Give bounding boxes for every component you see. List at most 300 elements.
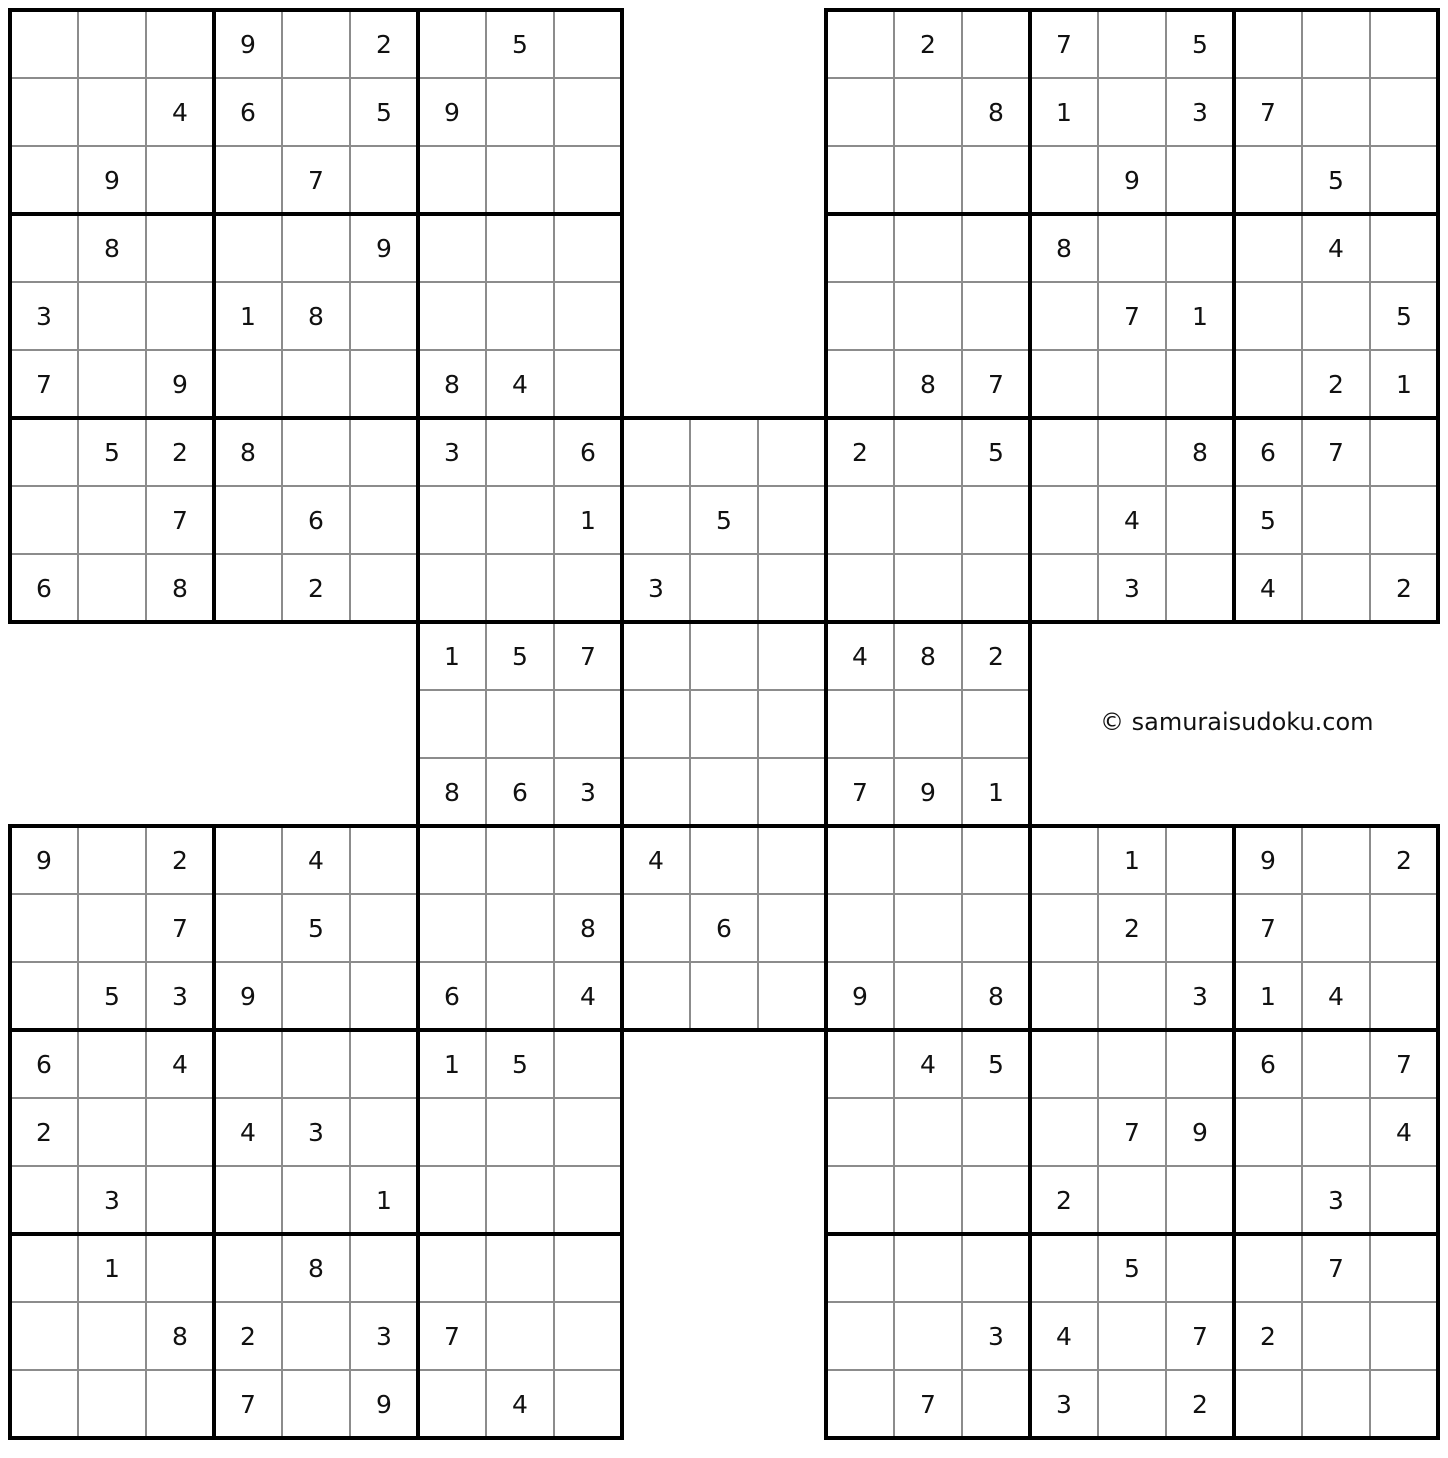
- empty-cell[interactable]: [1166, 1166, 1234, 1234]
- empty-cell[interactable]: [894, 894, 962, 962]
- empty-cell[interactable]: [10, 962, 78, 1030]
- given-digit-cell: 9: [444, 97, 460, 127]
- empty-cell[interactable]: [146, 1234, 214, 1302]
- empty-cell[interactable]: [554, 1302, 622, 1370]
- empty-cell[interactable]: [418, 214, 486, 282]
- empty-cell[interactable]: [1030, 486, 1098, 554]
- empty-cell[interactable]: [486, 690, 554, 758]
- empty-cell[interactable]: [1234, 146, 1302, 214]
- empty-cell[interactable]: [826, 1098, 894, 1166]
- given-digit-cell: 2: [1260, 1321, 1276, 1351]
- empty-cell[interactable]: [690, 418, 758, 486]
- empty-cell[interactable]: [10, 214, 78, 282]
- empty-cell[interactable]: [1302, 486, 1370, 554]
- empty-cell[interactable]: [758, 894, 826, 962]
- given-digit-cell: 1: [376, 1185, 392, 1215]
- empty-cell[interactable]: [554, 214, 622, 282]
- copyright-text: © samuraisudoku.com: [1100, 708, 1374, 736]
- empty-cell[interactable]: [350, 418, 418, 486]
- empty-cell[interactable]: [418, 486, 486, 554]
- empty-cell[interactable]: [554, 350, 622, 418]
- empty-cell[interactable]: [1370, 962, 1438, 1030]
- empty-cell[interactable]: [1030, 418, 1098, 486]
- empty-cell[interactable]: [1098, 10, 1166, 78]
- empty-cell[interactable]: [1030, 894, 1098, 962]
- empty-cell[interactable]: [554, 1098, 622, 1166]
- empty-cell[interactable]: [146, 10, 214, 78]
- empty-cell[interactable]: [962, 1166, 1030, 1234]
- given-digit-cell: 2: [1328, 369, 1344, 399]
- empty-cell[interactable]: [78, 10, 146, 78]
- empty-cell[interactable]: [1302, 10, 1370, 78]
- given-digit-cell: 8: [920, 641, 936, 671]
- empty-cell[interactable]: [350, 1098, 418, 1166]
- given-digit-cell: 7: [444, 1321, 460, 1351]
- empty-cell[interactable]: [826, 146, 894, 214]
- empty-cell[interactable]: [350, 1234, 418, 1302]
- empty-cell[interactable]: [1030, 1030, 1098, 1098]
- given-digit-cell: 5: [1396, 301, 1412, 331]
- empty-cell[interactable]: [1234, 1370, 1302, 1438]
- empty-cell[interactable]: [10, 78, 78, 146]
- empty-cell[interactable]: [78, 78, 146, 146]
- given-digit-cell: 6: [308, 505, 324, 535]
- empty-cell[interactable]: [826, 1370, 894, 1438]
- empty-cell[interactable]: [78, 1370, 146, 1438]
- empty-cell[interactable]: [282, 350, 350, 418]
- empty-cell[interactable]: [418, 554, 486, 622]
- empty-cell[interactable]: [1302, 1370, 1370, 1438]
- empty-cell[interactable]: [146, 1098, 214, 1166]
- empty-cell[interactable]: [826, 1166, 894, 1234]
- empty-cell[interactable]: [418, 1234, 486, 1302]
- empty-cell[interactable]: [1370, 1302, 1438, 1370]
- empty-cell[interactable]: [962, 10, 1030, 78]
- empty-cell[interactable]: [1098, 350, 1166, 418]
- given-digit-cell: 5: [1328, 165, 1344, 195]
- given-digit-cell: 3: [1056, 1389, 1072, 1419]
- empty-cell[interactable]: [214, 146, 282, 214]
- empty-cell[interactable]: [1098, 214, 1166, 282]
- empty-cell[interactable]: [214, 1166, 282, 1234]
- empty-cell[interactable]: [78, 350, 146, 418]
- given-digit-cell: 1: [444, 641, 460, 671]
- empty-cell[interactable]: [554, 10, 622, 78]
- given-digit-cell: 5: [988, 1049, 1004, 1079]
- given-digit-cell: 7: [1192, 1321, 1208, 1351]
- empty-cell[interactable]: [10, 1234, 78, 1302]
- empty-cell[interactable]: [1166, 350, 1234, 418]
- given-digit-cell: 7: [1396, 1049, 1412, 1079]
- empty-cell[interactable]: [554, 826, 622, 894]
- empty-cell[interactable]: [486, 1234, 554, 1302]
- empty-cell[interactable]: [78, 894, 146, 962]
- empty-cell[interactable]: [78, 486, 146, 554]
- given-digit-cell: 6: [512, 777, 528, 807]
- empty-cell[interactable]: [894, 146, 962, 214]
- empty-cell[interactable]: [282, 10, 350, 78]
- empty-cell[interactable]: [826, 350, 894, 418]
- empty-cell[interactable]: [962, 690, 1030, 758]
- given-digit-cell: 4: [172, 97, 188, 127]
- empty-cell[interactable]: [826, 486, 894, 554]
- empty-cell[interactable]: [1030, 1234, 1098, 1302]
- empty-cell[interactable]: [554, 1234, 622, 1302]
- empty-cell[interactable]: [418, 826, 486, 894]
- empty-cell[interactable]: [554, 282, 622, 350]
- empty-cell[interactable]: [1166, 826, 1234, 894]
- given-digit-cell: 9: [852, 981, 868, 1011]
- empty-cell[interactable]: [826, 78, 894, 146]
- empty-cell[interactable]: [1166, 214, 1234, 282]
- empty-cell[interactable]: [418, 894, 486, 962]
- empty-cell[interactable]: [690, 622, 758, 690]
- given-digit-cell: 5: [512, 29, 528, 59]
- given-digit-cell: 5: [716, 505, 732, 535]
- empty-cell[interactable]: [622, 418, 690, 486]
- given-digit-cell: 3: [104, 1185, 120, 1215]
- empty-cell[interactable]: [1098, 1302, 1166, 1370]
- empty-cell[interactable]: [350, 826, 418, 894]
- empty-cell[interactable]: [1098, 962, 1166, 1030]
- empty-cell[interactable]: [1030, 826, 1098, 894]
- empty-cell[interactable]: [282, 214, 350, 282]
- empty-cell[interactable]: [486, 1302, 554, 1370]
- empty-cell[interactable]: [146, 282, 214, 350]
- empty-cell[interactable]: [78, 826, 146, 894]
- empty-cell[interactable]: [1370, 214, 1438, 282]
- empty-cell[interactable]: [1302, 1030, 1370, 1098]
- empty-cell[interactable]: [486, 1098, 554, 1166]
- empty-cell[interactable]: [1370, 894, 1438, 962]
- given-digit-cell: 7: [920, 1389, 936, 1419]
- empty-cell[interactable]: [1370, 418, 1438, 486]
- empty-cell[interactable]: [282, 1030, 350, 1098]
- given-digit-cell: 6: [36, 573, 52, 603]
- given-digit-cell: 6: [716, 913, 732, 943]
- empty-cell[interactable]: [622, 758, 690, 826]
- empty-cell[interactable]: [486, 826, 554, 894]
- empty-cell[interactable]: [1234, 282, 1302, 350]
- empty-cell[interactable]: [690, 758, 758, 826]
- empty-cell[interactable]: [486, 418, 554, 486]
- empty-cell[interactable]: [1370, 1166, 1438, 1234]
- empty-cell[interactable]: [1030, 962, 1098, 1030]
- given-digit-cell: 8: [1192, 437, 1208, 467]
- given-digit-cell: 5: [512, 641, 528, 671]
- empty-cell[interactable]: [962, 554, 1030, 622]
- empty-cell[interactable]: [962, 894, 1030, 962]
- empty-cell[interactable]: [622, 894, 690, 962]
- empty-cell[interactable]: [758, 826, 826, 894]
- empty-cell[interactable]: [214, 1030, 282, 1098]
- empty-cell[interactable]: [622, 962, 690, 1030]
- empty-cell[interactable]: [282, 78, 350, 146]
- given-digit-cell: 4: [1124, 505, 1140, 535]
- empty-cell[interactable]: [758, 554, 826, 622]
- empty-cell[interactable]: [418, 146, 486, 214]
- empty-cell[interactable]: [486, 214, 554, 282]
- empty-cell[interactable]: [214, 554, 282, 622]
- empty-cell[interactable]: [758, 418, 826, 486]
- empty-cell[interactable]: [1370, 486, 1438, 554]
- empty-cell[interactable]: [554, 1370, 622, 1438]
- empty-cell[interactable]: [894, 1098, 962, 1166]
- empty-cell[interactable]: [622, 622, 690, 690]
- empty-cell[interactable]: [10, 894, 78, 962]
- empty-cell[interactable]: [962, 826, 1030, 894]
- given-digit-cell: 2: [240, 1321, 256, 1351]
- empty-cell[interactable]: [962, 1234, 1030, 1302]
- given-digit-cell: 3: [988, 1321, 1004, 1351]
- given-digit-cell: 1: [1056, 97, 1072, 127]
- empty-cell[interactable]: [10, 10, 78, 78]
- empty-cell[interactable]: [10, 486, 78, 554]
- empty-cell[interactable]: [282, 1370, 350, 1438]
- empty-cell[interactable]: [554, 690, 622, 758]
- empty-cell[interactable]: [1234, 10, 1302, 78]
- given-digit-cell: 6: [240, 97, 256, 127]
- empty-cell[interactable]: [418, 282, 486, 350]
- given-digit-cell: 8: [444, 369, 460, 399]
- empty-cell[interactable]: [350, 350, 418, 418]
- empty-cell[interactable]: [1302, 894, 1370, 962]
- empty-cell[interactable]: [214, 214, 282, 282]
- empty-cell[interactable]: [826, 214, 894, 282]
- empty-cell[interactable]: [350, 282, 418, 350]
- given-digit-cell: 2: [308, 573, 324, 603]
- empty-cell[interactable]: [214, 350, 282, 418]
- empty-cell[interactable]: [146, 214, 214, 282]
- empty-cell[interactable]: [826, 554, 894, 622]
- empty-cell[interactable]: [1302, 78, 1370, 146]
- given-digit-cell: 5: [104, 981, 120, 1011]
- empty-cell[interactable]: [418, 10, 486, 78]
- empty-cell[interactable]: [1234, 214, 1302, 282]
- empty-cell[interactable]: [758, 690, 826, 758]
- given-digit-cell: 9: [376, 1389, 392, 1419]
- empty-cell[interactable]: [826, 826, 894, 894]
- empty-cell[interactable]: [826, 1234, 894, 1302]
- empty-cell[interactable]: [486, 1166, 554, 1234]
- empty-cell[interactable]: [1166, 554, 1234, 622]
- given-digit-cell: 2: [1396, 845, 1412, 875]
- empty-cell[interactable]: [1166, 1234, 1234, 1302]
- empty-cell[interactable]: [146, 146, 214, 214]
- given-digit-cell: 5: [1260, 505, 1276, 535]
- empty-cell[interactable]: [1030, 1098, 1098, 1166]
- empty-cell[interactable]: [486, 146, 554, 214]
- empty-cell[interactable]: [554, 146, 622, 214]
- empty-cell[interactable]: [894, 1166, 962, 1234]
- empty-cell[interactable]: [350, 894, 418, 962]
- empty-cell[interactable]: [418, 1166, 486, 1234]
- empty-cell[interactable]: [894, 1234, 962, 1302]
- empty-cell[interactable]: [962, 146, 1030, 214]
- empty-cell[interactable]: [214, 1234, 282, 1302]
- empty-cell[interactable]: [350, 554, 418, 622]
- given-digit-cell: 9: [376, 233, 392, 263]
- given-digit-cell: 2: [988, 641, 1004, 671]
- empty-cell[interactable]: [894, 690, 962, 758]
- given-digit-cell: 2: [1192, 1389, 1208, 1419]
- given-digit-cell: 2: [1124, 913, 1140, 943]
- empty-cell[interactable]: [350, 1030, 418, 1098]
- empty-cell[interactable]: [962, 486, 1030, 554]
- empty-cell[interactable]: [418, 1098, 486, 1166]
- empty-cell[interactable]: [554, 1030, 622, 1098]
- empty-cell[interactable]: [1234, 1166, 1302, 1234]
- empty-cell[interactable]: [894, 78, 962, 146]
- given-digit-cell: 6: [1260, 437, 1276, 467]
- empty-cell[interactable]: [282, 418, 350, 486]
- empty-cell[interactable]: [486, 962, 554, 1030]
- empty-cell[interactable]: [1370, 10, 1438, 78]
- empty-cell[interactable]: [214, 894, 282, 962]
- given-digit-cell: 3: [1192, 981, 1208, 1011]
- given-digit-cell: 1: [988, 777, 1004, 807]
- empty-cell[interactable]: [622, 486, 690, 554]
- empty-cell[interactable]: [1234, 1234, 1302, 1302]
- empty-cell[interactable]: [894, 486, 962, 554]
- empty-cell[interactable]: [826, 10, 894, 78]
- empty-cell[interactable]: [622, 690, 690, 758]
- empty-cell[interactable]: [78, 554, 146, 622]
- empty-cell[interactable]: [826, 1302, 894, 1370]
- empty-cell[interactable]: [486, 554, 554, 622]
- empty-cell[interactable]: [1166, 1030, 1234, 1098]
- empty-cell[interactable]: [486, 78, 554, 146]
- empty-cell[interactable]: [690, 962, 758, 1030]
- empty-cell[interactable]: [78, 1030, 146, 1098]
- empty-cell[interactable]: [1234, 350, 1302, 418]
- empty-cell[interactable]: [1302, 282, 1370, 350]
- empty-cell[interactable]: [282, 962, 350, 1030]
- empty-cell[interactable]: [1370, 78, 1438, 146]
- empty-cell[interactable]: [10, 146, 78, 214]
- empty-cell[interactable]: [214, 486, 282, 554]
- empty-cell[interactable]: [894, 214, 962, 282]
- given-digit-cell: 7: [988, 369, 1004, 399]
- empty-cell[interactable]: [826, 690, 894, 758]
- empty-cell[interactable]: [78, 1302, 146, 1370]
- empty-cell[interactable]: [758, 962, 826, 1030]
- empty-cell[interactable]: [78, 1098, 146, 1166]
- empty-cell[interactable]: [1030, 350, 1098, 418]
- given-digit-cell: 3: [172, 981, 188, 1011]
- empty-cell[interactable]: [962, 1370, 1030, 1438]
- given-digit-cell: 3: [308, 1117, 324, 1147]
- given-digit-cell: 1: [444, 1049, 460, 1079]
- empty-cell[interactable]: [1098, 418, 1166, 486]
- empty-cell[interactable]: [758, 758, 826, 826]
- empty-cell[interactable]: [962, 282, 1030, 350]
- empty-cell[interactable]: [1098, 1370, 1166, 1438]
- empty-cell[interactable]: [1166, 486, 1234, 554]
- empty-cell[interactable]: [10, 1166, 78, 1234]
- given-digit-cell: 4: [1328, 981, 1344, 1011]
- empty-cell[interactable]: [1370, 1370, 1438, 1438]
- given-digit-cell: 9: [1124, 165, 1140, 195]
- empty-cell[interactable]: [962, 214, 1030, 282]
- empty-cell[interactable]: [1098, 1166, 1166, 1234]
- empty-cell[interactable]: [758, 622, 826, 690]
- empty-cell[interactable]: [282, 1302, 350, 1370]
- empty-cell[interactable]: [10, 418, 78, 486]
- empty-cell[interactable]: [758, 486, 826, 554]
- empty-cell[interactable]: [1302, 554, 1370, 622]
- empty-cell[interactable]: [214, 826, 282, 894]
- empty-cell[interactable]: [1370, 1234, 1438, 1302]
- empty-cell[interactable]: [894, 554, 962, 622]
- empty-cell[interactable]: [10, 1302, 78, 1370]
- empty-cell[interactable]: [1098, 78, 1166, 146]
- empty-cell[interactable]: [1030, 146, 1098, 214]
- empty-cell[interactable]: [554, 78, 622, 146]
- given-digit-cell: 4: [852, 641, 868, 671]
- empty-cell[interactable]: [10, 1370, 78, 1438]
- empty-cell[interactable]: [1030, 554, 1098, 622]
- empty-cell[interactable]: [690, 554, 758, 622]
- empty-cell[interactable]: [146, 1370, 214, 1438]
- empty-cell[interactable]: [894, 418, 962, 486]
- empty-cell[interactable]: [486, 894, 554, 962]
- empty-cell[interactable]: [1370, 146, 1438, 214]
- given-digit-cell: 2: [920, 29, 936, 59]
- empty-cell[interactable]: [894, 1302, 962, 1370]
- given-digit-cell: 7: [852, 777, 868, 807]
- empty-cell[interactable]: [1302, 826, 1370, 894]
- given-digit-cell: 4: [580, 981, 596, 1011]
- given-digit-cell: 7: [1056, 29, 1072, 59]
- empty-cell[interactable]: [1030, 282, 1098, 350]
- empty-cell[interactable]: [554, 554, 622, 622]
- empty-cell[interactable]: [1234, 1098, 1302, 1166]
- given-digit-cell: 9: [240, 981, 256, 1011]
- empty-cell[interactable]: [554, 1166, 622, 1234]
- empty-cell[interactable]: [962, 1098, 1030, 1166]
- given-digit-cell: 6: [36, 1049, 52, 1079]
- empty-cell[interactable]: [486, 282, 554, 350]
- empty-cell[interactable]: [418, 1370, 486, 1438]
- empty-cell[interactable]: [826, 282, 894, 350]
- given-digit-cell: 4: [172, 1049, 188, 1079]
- empty-cell[interactable]: [826, 894, 894, 962]
- empty-cell[interactable]: [894, 962, 962, 1030]
- empty-cell[interactable]: [146, 1166, 214, 1234]
- empty-cell[interactable]: [1302, 1302, 1370, 1370]
- given-digit-cell: 3: [36, 301, 52, 331]
- empty-cell[interactable]: [282, 1166, 350, 1234]
- empty-cell[interactable]: [78, 282, 146, 350]
- empty-cell[interactable]: [894, 826, 962, 894]
- empty-cell[interactable]: [826, 1030, 894, 1098]
- empty-cell[interactable]: [350, 146, 418, 214]
- empty-cell[interactable]: [1302, 1098, 1370, 1166]
- empty-cell[interactable]: [894, 282, 962, 350]
- empty-cell[interactable]: [486, 486, 554, 554]
- empty-cell[interactable]: [1166, 894, 1234, 962]
- empty-cell[interactable]: [690, 690, 758, 758]
- empty-cell[interactable]: [1166, 146, 1234, 214]
- given-digit-cell: 4: [512, 1389, 528, 1419]
- empty-cell[interactable]: [418, 690, 486, 758]
- empty-cell[interactable]: [350, 962, 418, 1030]
- empty-cell[interactable]: [350, 486, 418, 554]
- given-digit-cell: 7: [240, 1389, 256, 1419]
- empty-cell[interactable]: [690, 826, 758, 894]
- empty-cell[interactable]: [1098, 1030, 1166, 1098]
